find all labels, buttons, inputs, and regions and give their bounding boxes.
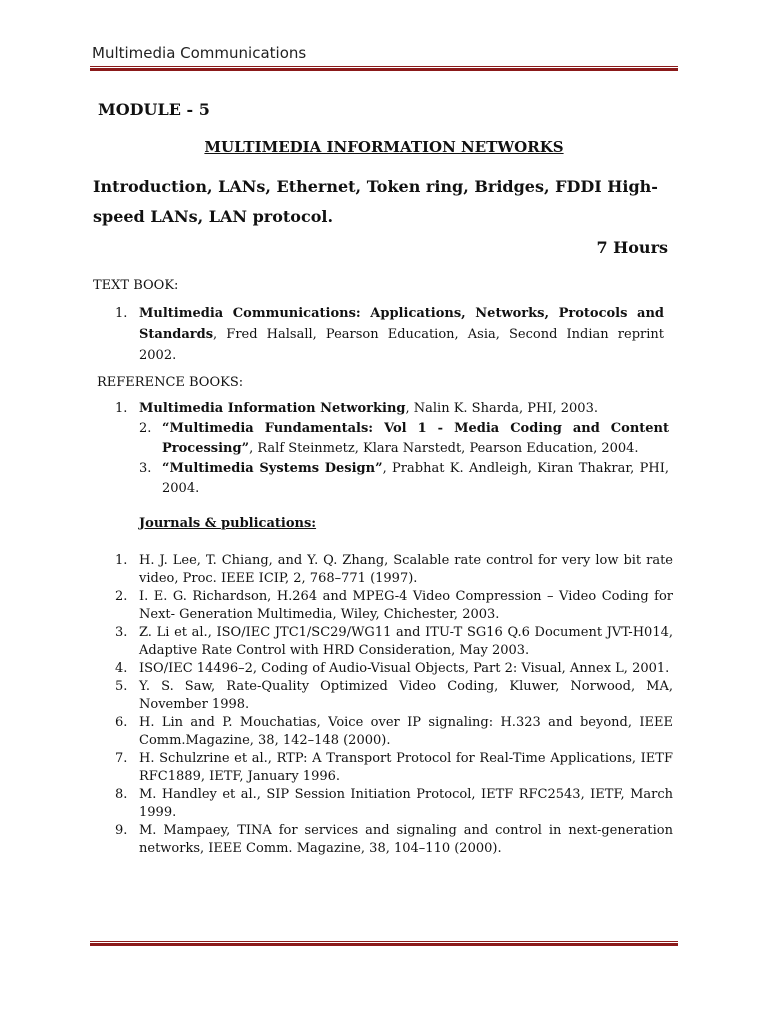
book-details: , Fred Halsall, Pearson Education, Asia, Second Indian reprint 2002.: [139, 327, 664, 363]
list-item: [115, 624, 673, 660]
list-item: [115, 678, 673, 714]
book-title: “Multimedia Fundamentals: Vol 1 - Media Coding and Content Processing”: [162, 421, 669, 456]
section-title: MULTIMEDIA INFORMATION NETWORKS: [204, 138, 564, 156]
citation-text: M. Handley et al., SIP Session Initiation Protocol, IETF RFC2543, IETF, March 1999.: [139, 787, 673, 820]
citation-text: I. E. G. Richardson, H.264 and MPEG-4 Video Compression – Video Coding for Next- Generation Multimedia, Wiley, Chichester, 2003.: [139, 589, 673, 622]
citation-text: ISO/IEC 14496–2, Coding of Audio-Visual Objects, Part 2: Visual, Annex L, 2001.: [139, 661, 670, 676]
book-title: “Multimedia Systems Design”: [162, 461, 383, 476]
reference-books-list: [115, 399, 669, 499]
list-item: [115, 399, 669, 419]
journals-label: Journals & publications:: [139, 516, 317, 531]
list-item: [115, 552, 673, 588]
list-number: 8.: [115, 787, 128, 802]
page-header-title: Multimedia Communications: [92, 44, 307, 62]
list-number: 6.: [115, 715, 128, 730]
topics-paragraph: Introduction, LANs, Ethernet, Token ring, Bridges, FDDI High-speed LANs, LAN protocol.: [93, 177, 658, 226]
list-item: [115, 303, 664, 366]
book-details: , Nalin K. Sharda, PHI, 2003.: [405, 401, 598, 416]
text-book-label: TEXT BOOK:: [93, 278, 179, 293]
hours-label: 7 Hours: [596, 238, 668, 257]
list-number: 3.: [139, 461, 152, 476]
list-number: 1.: [115, 306, 128, 321]
list-item: [115, 660, 673, 678]
list-item: [139, 419, 669, 459]
list-item: [115, 714, 673, 750]
module-heading: MODULE - 5: [98, 100, 210, 119]
list-number: 2.: [139, 421, 152, 436]
list-number: 7.: [115, 751, 128, 766]
citation-text: M. Mampaey, TINA for services and signaling and control in next-generation networks, IEEE Comm. Magazine, 38, 104–110 (2000).: [139, 823, 673, 856]
list-item: [115, 822, 673, 858]
list-number: 5.: [115, 679, 128, 694]
list-item: [115, 588, 673, 624]
list-number: 1.: [115, 553, 128, 568]
list-number: 1.: [115, 401, 128, 416]
list-number: 4.: [115, 661, 128, 676]
citation-text: H. Lin and P. Mouchatias, Voice over IP signaling: H.323 and beyond, IEEE Comm.Magazine, 38, 142–148 (2000).: [139, 715, 673, 748]
list-item: [115, 786, 673, 822]
citation-text: Y. S. Saw, Rate-Quality Optimized Video Coding, Kluwer, Norwood, MA, November 1998.: [139, 679, 673, 712]
citation-text: Z. Li et al., ISO/IEC JTC1/SC29/WG11 and ITU-T SG16 Q.6 Document JVT-H014, Adaptive Rate Control with HRD Consideration, May 2003.: [139, 625, 673, 658]
text-book-list: [115, 303, 664, 366]
list-item: [115, 750, 673, 786]
header-divider: [90, 66, 678, 71]
citation-text: H. J. Lee, T. Chiang, and Y. Q. Zhang, Scalable rate control for very low bit rate video, Proc. IEEE ICIP, 2, 768–771 (1997).: [139, 553, 673, 586]
footer-divider: [90, 941, 678, 946]
book-title: Multimedia Information Networking: [139, 401, 406, 416]
list-number: 2.: [115, 589, 128, 604]
list-number: 9.: [115, 823, 128, 838]
list-number: 3.: [115, 625, 128, 640]
list-item: [139, 459, 669, 499]
book-title: Multimedia Communications: Applications, Networks, Protocols and Standards: [139, 306, 664, 342]
journals-list: [115, 552, 673, 858]
book-details: , Prabhat K. Andleigh, Kiran Thakrar, PHI, 2004.: [162, 461, 669, 496]
reference-books-label: REFERENCE BOOKS:: [97, 375, 244, 390]
book-details: , Ralf Steinmetz, Klara Narstedt, Pearson Education, 2004.: [249, 441, 639, 456]
citation-text: H. Schulzrine et al., RTP: A Transport Protocol for Real-Time Applications, IETF RFC1889, IETF, January 1996.: [139, 751, 673, 784]
